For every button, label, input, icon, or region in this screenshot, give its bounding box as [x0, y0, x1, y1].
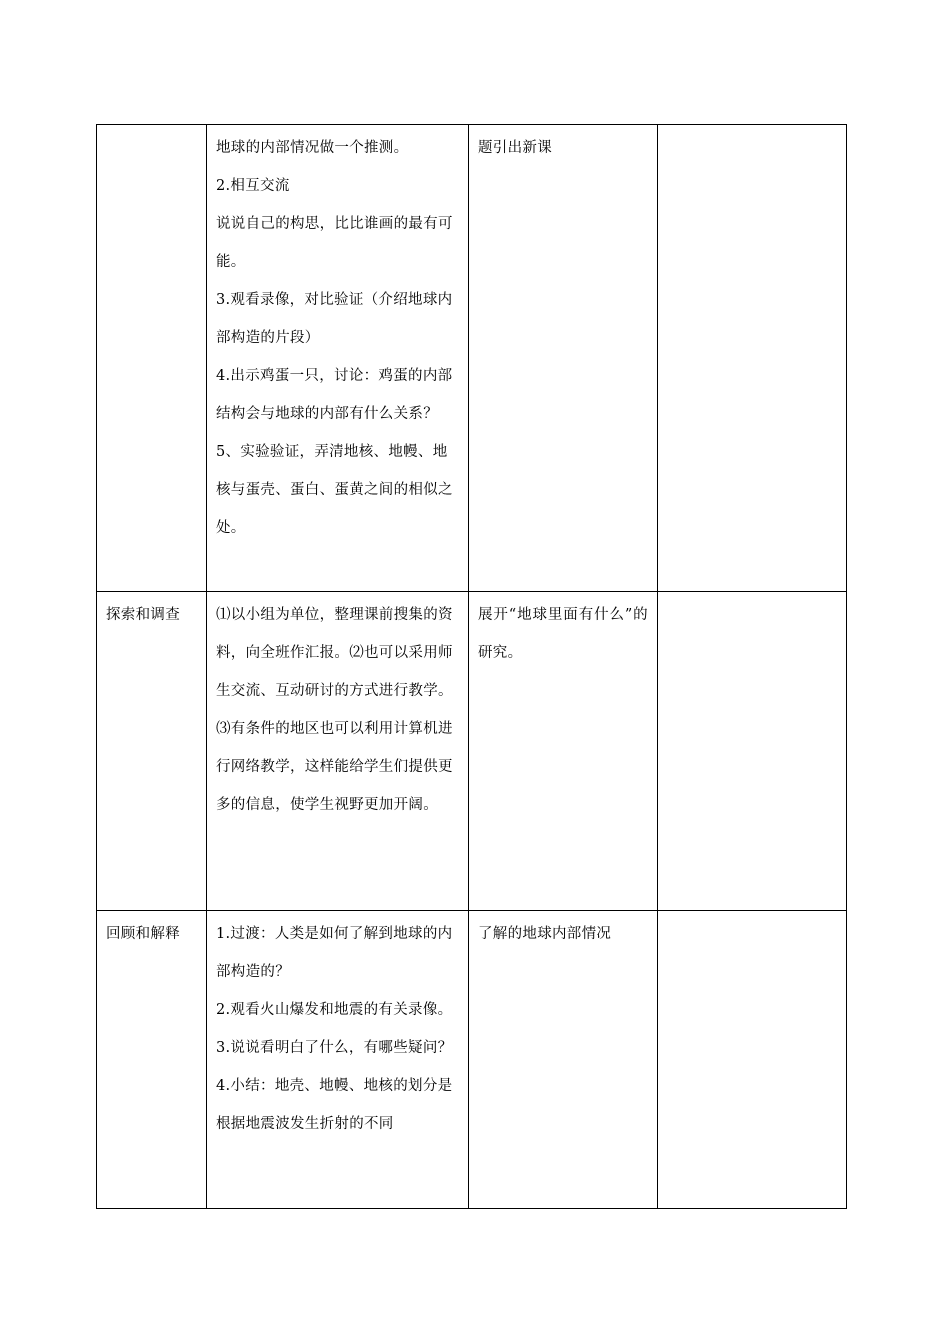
- activity-text: 3.观看录像，对比验证（介绍地球内部构造的片段）: [216, 292, 453, 346]
- stage-cell: 探索和调查: [97, 592, 207, 911]
- activity-text: ⑴以小组为单位，整理课前搜集的资料，向全班作汇报。⑵也可以采用师生交流、互动研讨的方式进行教学。: [216, 607, 453, 699]
- activity-text: 2.观看火山爆发和地震的有关录像。: [216, 1002, 453, 1018]
- notes-cell: [658, 125, 847, 592]
- activity-text: 3.说说看明白了什么，有哪些疑问？: [216, 1040, 453, 1056]
- activities-cell: [207, 911, 469, 1209]
- purpose-cell: 了解的地球内部情况: [469, 911, 658, 1209]
- purpose-cell: 题引出新课: [469, 125, 658, 592]
- stage-cell: 回顾和解释: [97, 911, 207, 1209]
- activities-cell: [207, 592, 469, 911]
- purpose-cell: 展开“地球里面有什么”的研究。: [469, 592, 658, 911]
- table-row: [97, 911, 847, 1209]
- activity-text: 4.出示鸡蛋一只，讨论：鸡蛋的内部结构会与地球的内部有什么关系？: [216, 368, 453, 422]
- activity-text: 5、实验验证，弄清地核、地幔、地核与蛋壳、蛋白、蛋黄之间的相似之处。: [216, 444, 453, 536]
- table-row: [97, 125, 847, 592]
- activity-text: 地球的内部情况做一个推测。: [216, 140, 409, 156]
- activity-text: 1.过渡：人类是如何了解到地球的内部构造的？: [216, 926, 453, 980]
- stage-cell: [97, 125, 207, 592]
- notes-cell: [658, 592, 847, 911]
- table-row: [97, 592, 847, 911]
- lesson-plan-table: [96, 124, 847, 1209]
- activities-cell: [207, 125, 469, 592]
- activity-text: 2.相互交流: [216, 178, 290, 194]
- activity-text: 4.小结：地壳、地幔、地核的划分是根据地震波发生折射的不同: [216, 1078, 453, 1132]
- activity-text: ⑶有条件的地区也可以利用计算机进行网络教学，这样能给学生们提供更多的信息，使学生视野更加开阔。: [216, 721, 453, 813]
- activity-text: 说说自己的构思，比比谁画的最有可能。: [216, 216, 453, 270]
- notes-cell: [658, 911, 847, 1209]
